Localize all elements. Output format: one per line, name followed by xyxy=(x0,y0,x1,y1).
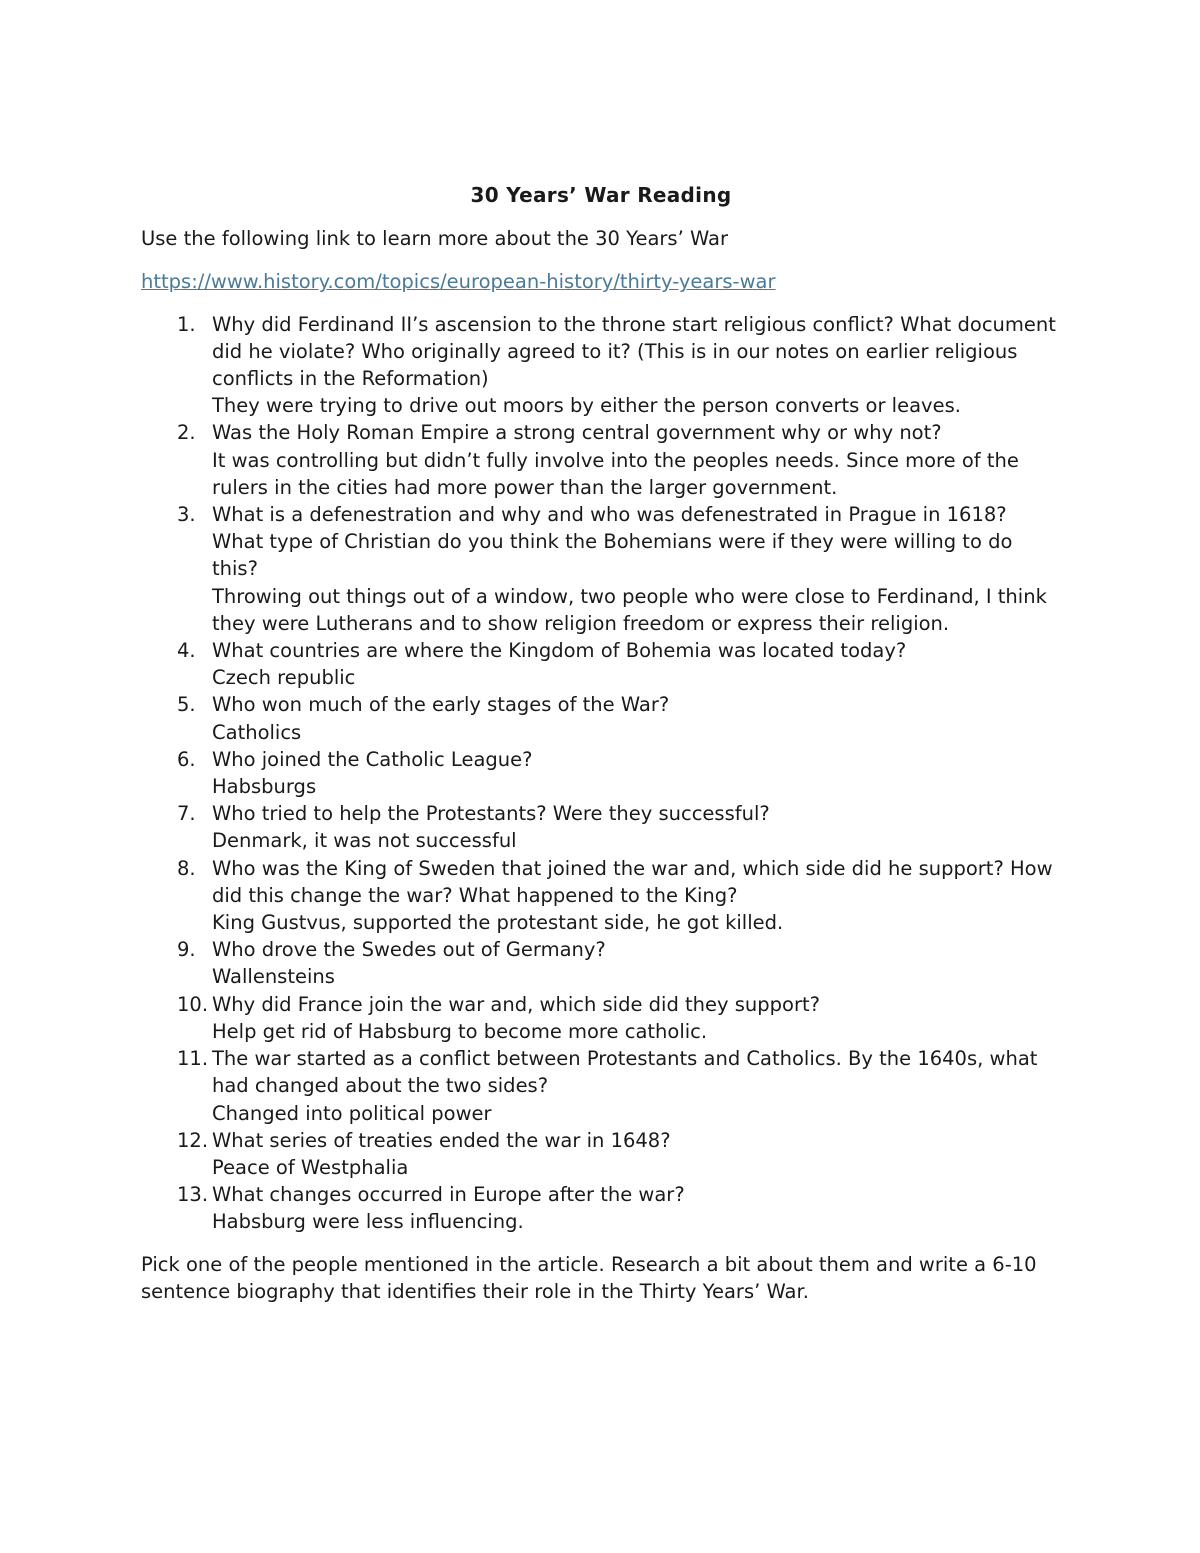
answer-text: It was controlling but didn’t fully involve into the peoples needs. Since more of the rulers in the cities had more power than the larger government. xyxy=(212,448,1019,499)
reference-link[interactable]: https://www.history.com/topics/european-history/thirty-years-war xyxy=(141,270,776,294)
question-number: 2. xyxy=(177,421,196,445)
question-number: 7. xyxy=(177,802,196,826)
question-text: The war started as a conflict between Protestants and Catholics. By the 1640s, what had changed about the two sides? xyxy=(212,1047,1038,1098)
question-text: What series of treaties ended the war in 1648? xyxy=(212,1128,671,1152)
answer-text: They were trying to drive out moors by either the person converts or leaves. xyxy=(212,394,961,418)
question-item-13 xyxy=(141,1181,1061,1235)
question-text: Who won much of the early stages of the War? xyxy=(212,693,670,717)
answer-text: Changed into political power xyxy=(212,1101,492,1125)
question-item-6 xyxy=(141,746,1061,800)
question-item-9 xyxy=(141,936,1061,990)
answer-text: Peace of Westphalia xyxy=(212,1155,409,1179)
answer-text: Habsburg were less influencing. xyxy=(212,1210,524,1234)
question-item-2 xyxy=(141,419,1061,501)
question-text: Who drove the Swedes out of Germany? xyxy=(212,938,606,962)
question-item-3 xyxy=(141,501,1061,637)
question-number: 4. xyxy=(177,639,196,663)
question-text: Who joined the Catholic League? xyxy=(212,747,533,771)
question-text: What is a defenestration and why and who was defenestrated in Prague in 1618? What type of Christian do you think the Bohemians were if they were willing to do this? xyxy=(212,503,1013,581)
question-text: Why did Ferdinand II’s ascension to the throne start religious conflict? What document did he violate? Who originally agreed to it? (This is in our notes on earlier religious conflicts in the Reformation) xyxy=(212,312,1056,391)
answer-text: Denmark, it was not successful xyxy=(212,829,517,853)
question-item-12 xyxy=(141,1127,1061,1181)
question-number: 10. xyxy=(177,992,209,1016)
question-text: What changes occurred in Europe after the war? xyxy=(212,1183,685,1207)
question-text: Why did France join the war and, which side did they support? xyxy=(212,992,820,1016)
question-item-10 xyxy=(141,991,1061,1045)
answer-text: Throwing out things out of a window, two people who were close to Ferdinand, I think they were Lutherans and to show religion freedom or express their religion. xyxy=(212,584,1047,635)
question-number: 9. xyxy=(177,938,196,962)
answer-text: Catholics xyxy=(212,720,302,744)
intro-text: Use the following link to learn more about the 30 Years’ War xyxy=(141,227,728,251)
question-number: 13. xyxy=(177,1183,209,1207)
question-number: 1. xyxy=(177,312,196,336)
reference-link-line xyxy=(141,268,1061,295)
answer-text: Wallensteins xyxy=(212,965,335,989)
question-item-8 xyxy=(141,855,1061,937)
question-number: 6. xyxy=(177,747,196,771)
question-number: 3. xyxy=(177,503,196,527)
answer-text: King Gustvus, supported the protestant side, he got killed. xyxy=(212,911,784,935)
question-number: 12. xyxy=(177,1128,209,1152)
question-item-7 xyxy=(141,800,1061,854)
question-number: 11. xyxy=(177,1047,209,1071)
question-text: Was the Holy Roman Empire a strong central government why or why not? xyxy=(212,421,942,445)
closing-paragraph: Pick one of the people mentioned in the article. Research a bit about them and write a 6-10 sentence biography that identifies their role in the Thirty Years’ War. xyxy=(141,1252,1037,1303)
question-number: 5. xyxy=(177,693,196,717)
document-page xyxy=(141,182,1061,1305)
question-number: 8. xyxy=(177,856,196,880)
question-item-5 xyxy=(141,691,1061,745)
question-item-1 xyxy=(141,311,1061,420)
answer-text: Habsburgs xyxy=(212,775,317,799)
document-title: 30 Years’ War Reading xyxy=(470,183,732,207)
question-item-11 xyxy=(141,1045,1061,1127)
question-text: Who was the King of Sweden that joined the war and, which side did he support? How did this change the war? What happened to the King? xyxy=(212,856,1053,907)
question-text: What countries are where the Kingdom of Bohemia was located today? xyxy=(212,639,907,663)
question-list xyxy=(141,311,1061,1236)
answer-text: Czech republic xyxy=(212,666,356,690)
question-text: Who tried to help the Protestants? Were they successful? xyxy=(212,802,770,826)
answer-text: Help get rid of Habsburg to become more catholic. xyxy=(212,1019,708,1043)
question-item-4 xyxy=(141,637,1061,691)
